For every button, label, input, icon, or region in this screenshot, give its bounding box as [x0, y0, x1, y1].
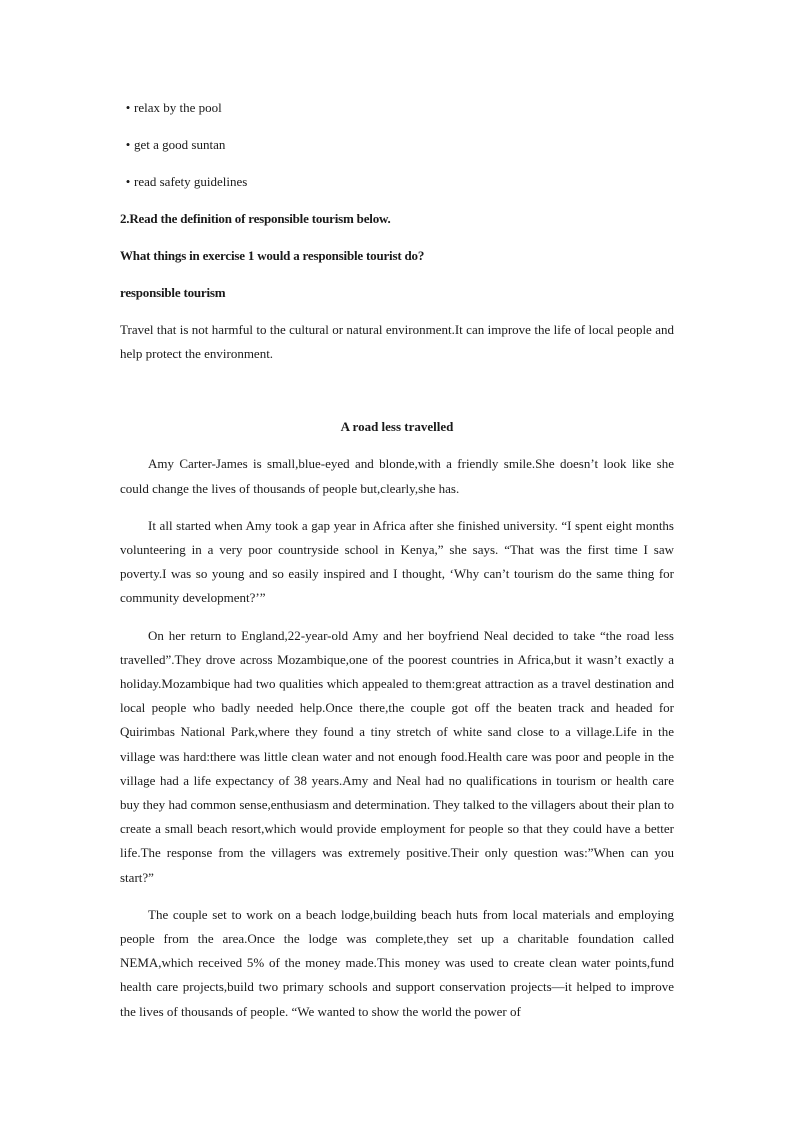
bullet-item: [122, 133, 674, 157]
definition-term: responsible tourism: [120, 285, 226, 300]
article-paragraph: It all started when Amy took a gap year in Africa after she finished university. “I spent eight months volunteering in a very poor countryside school in Kenya,” she says. “That was the first time I saw poverty.I was so young and so easily inspired and I thought, ‘Why can’t tourism do the same thing for community development?’”: [120, 517, 674, 606]
exercise-heading: 2.Read the definition of responsible tourism below.: [120, 211, 391, 226]
bullet-item: [122, 170, 674, 194]
article-paragraph: The couple set to work on a beach lodge,building beach huts from local materials and employing people from the area.Once the lodge was complete,they set up a charitable foundation called NEMA,which received 5% of the money made.This money was used to create clean water points,fund health care projects,build two primary schools and support conservation projects—it helped to improve the lives of thousands of people. “We wanted to show the world the power of: [120, 906, 674, 1019]
exercise-question: What things in exercise 1 would a responsible tourist do?: [120, 248, 425, 263]
bullet-icon: •: [125, 100, 131, 115]
bullet-icon: •: [125, 174, 131, 189]
bullet-item: [122, 96, 674, 120]
bullet-text: relax by the pool: [134, 100, 222, 115]
article-title: A road less travelled: [340, 419, 454, 435]
bullet-text: get a good suntan: [134, 137, 226, 152]
article-paragraph: On her return to England,22-year-old Amy and her boyfriend Neal decided to take “the road less travelled”.They drove across Mozambique,one of the poorest countries in Africa,but it wasn’t exactly a holiday.Mozambique had two qualities which appealed to them:great attraction as a travel destination and local people who badly needed help.Once there,the couple got off the beaten track and headed for Quirimbas National Park,where they found a tiny stretch of white sand close to a village.Life in the village was hard:there was little clean water and not enough food.Health care was poor and people in the village had a life expectancy of 38 years.Amy and Neal had no qualifications in tourism or health care buy they had common sense,enthusiasm and determination. They talked to the villagers about their plan to create a small beach resort,which would provide employment for people so that they could have a better life.The response from the villagers was extremely positive.Their only question was:”When can you start?”: [120, 627, 674, 885]
definition-text: Travel that is not harmful to the cultural or natural environment.It can improve the life of local people and help protect the environment.: [120, 322, 674, 362]
document-page: [120, 96, 674, 1037]
bullet-icon: •: [125, 137, 131, 152]
bullet-text: read safety guidelines: [134, 174, 248, 189]
article-paragraph: Amy Carter-James is small,blue-eyed and blonde,with a friendly smile.She doesn’t look like she could change the lives of thousands of people but,clearly,she has.: [120, 456, 674, 496]
